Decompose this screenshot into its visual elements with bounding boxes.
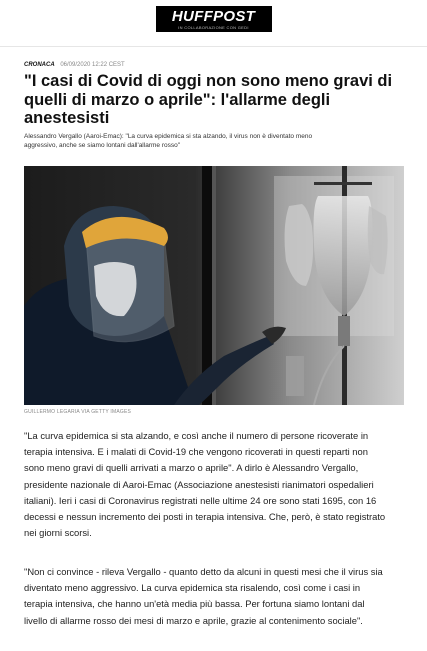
icu-photo-illustration (24, 166, 404, 405)
article-photo (24, 166, 404, 405)
masthead-divider (0, 46, 427, 47)
section-kicker[interactable]: CRONACA (24, 62, 55, 68)
body-paragraph: "Non ci convince - rileva Vergallo - quanto detto da alcuni in questi mesi che il virus sia diventato meno aggressivo. La curva epidemica sta risalendo, così come i casi in terapia intensiva, che hanno un'età media più bassa. Per fortuna siamo lontani dal livello di allarme rosso dei mesi di marzo e aprile, grazie al contenimento sociale". (24, 566, 383, 626)
logo-tagline: IN COLLABORAZIONE CON GEDI (178, 24, 249, 30)
article-headline: "I casi di Covid di oggi non sono meno gravi di quelli di marzo o aprile": l'allarme degli anestesisti (24, 72, 393, 127)
huffpost-logo[interactable] (156, 6, 272, 32)
article-meta (24, 61, 125, 69)
masthead (0, 0, 427, 46)
logo-wordmark: HUFFPOST (171, 7, 256, 25)
article-standfirst: Alessandro Vergallo (Aaroi-Emac): "La curva epidemica si sta alzando, il virus non è diventato meno aggressivo, anche se siamo lontani dall'allarme rosso" (24, 133, 313, 149)
body-paragraph: "La curva epidemica si sta alzando, e così anche il numero di persone ricoverate in terapia intensiva. E i malati di Covid-19 che vengono ricoverati in questi reparti non sono meno gravi di quelli arrivati a marzo o aprile". A dirlo è Alessandro Vergallo, presidente nazionale di Aaroi-Emac (Associazione anestesisti rianimatori ospedalieri italiani). Ieri i casi di Coronavirus registrati nelle ultime 24 ore sono stati 1695, con 16 decessi e nessun incremento dei posti in terapia intensiva. Che, però, è stato registrato nei giorni scorsi. (24, 430, 386, 539)
photo-credit: GUILLERMO LEGARIA VIA GETTY IMAGES (24, 409, 132, 415)
dateline: 06/09/2020 12:22 CEST (60, 62, 125, 68)
